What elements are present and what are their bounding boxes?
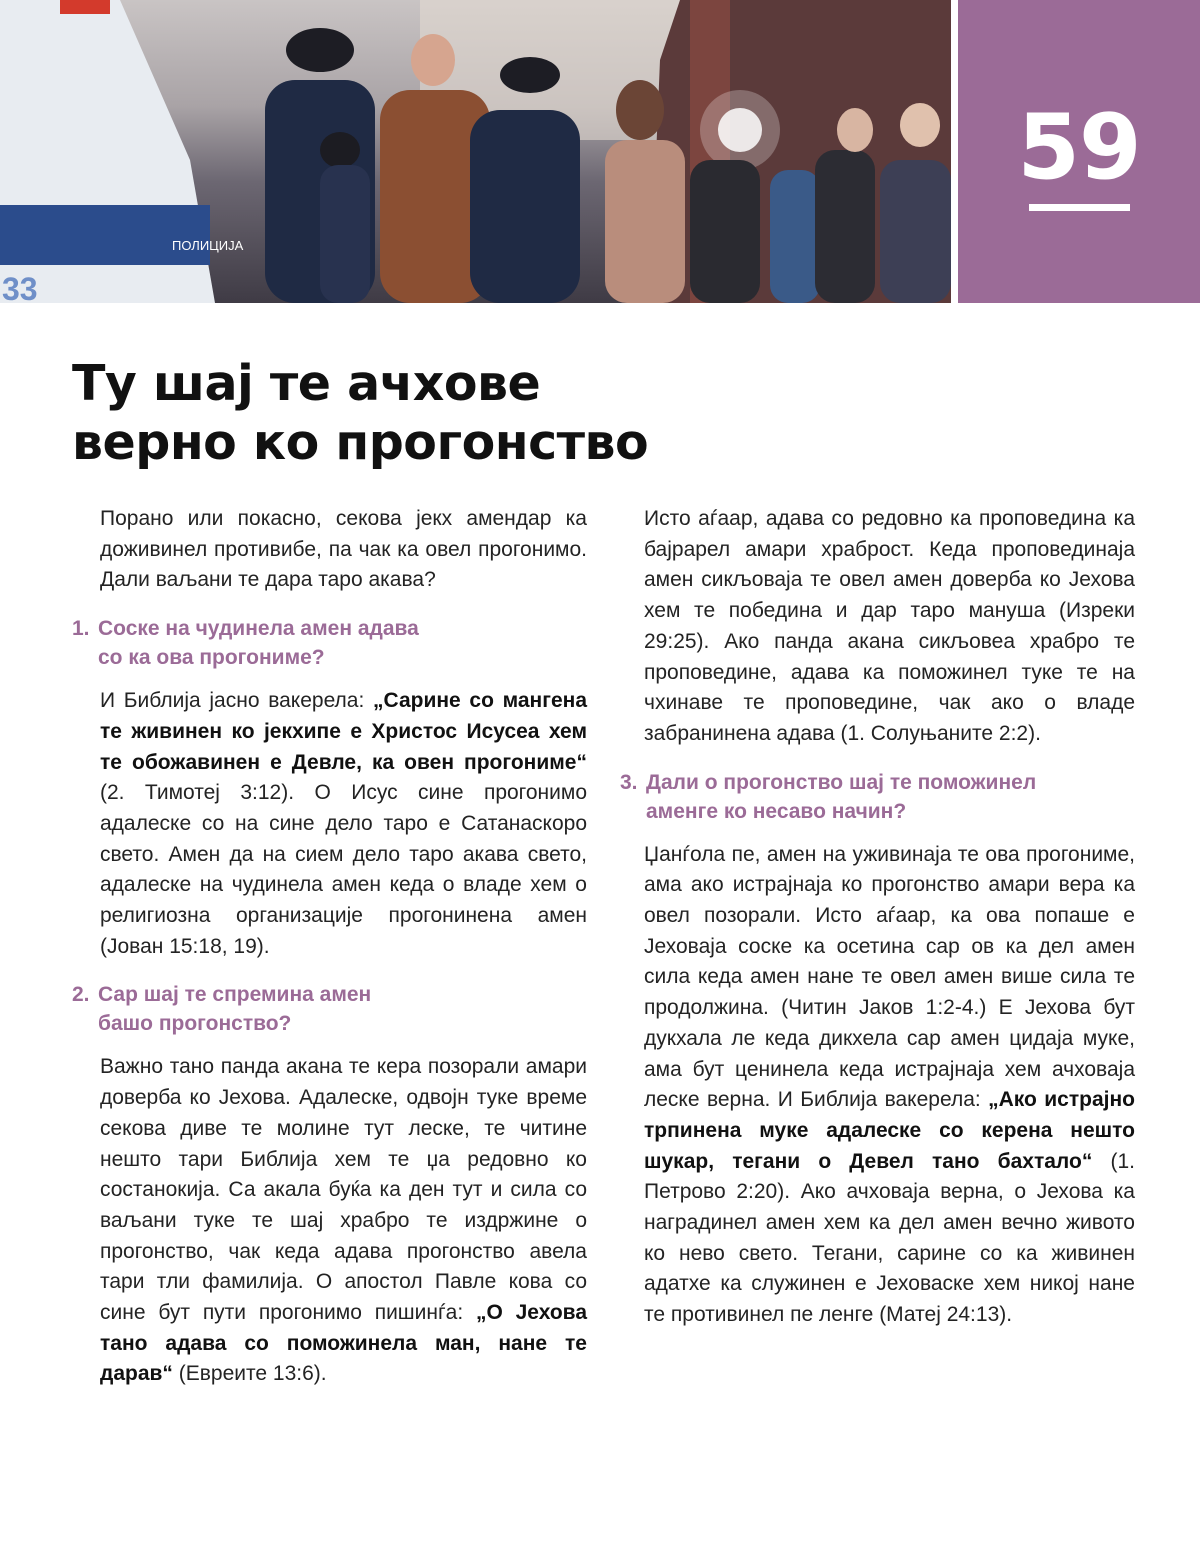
- section-2-heading-line1: Сар шај те спремина амен: [98, 983, 372, 1007]
- van-number: 33: [2, 271, 38, 303]
- page-title: [72, 354, 648, 472]
- page-title-line2: верно ко прогонство: [72, 414, 649, 471]
- section-1-heading-line2: со ка ова прогониме?: [98, 646, 325, 670]
- section-1-heading: [72, 614, 587, 672]
- section-3-number: 3.: [620, 770, 638, 794]
- section-2-text-end: (Евреите 13:6).: [172, 1362, 327, 1386]
- section-1-text-end: (2. Тимотеј 3:12). О Исус сине прогонимо адалеске со на сине дело таро е Сатанаскоро свето. Амен да на сием дело таро акава свето, адалеске на чудинела амен кеда о владе хем о религиозна организације прогонинена амен (Јован 15:18, 19).: [100, 781, 587, 958]
- section-3-paragraph: [620, 840, 1135, 1331]
- section-3-heading-line1: Дали о прогонство шај те поможинел: [646, 770, 1037, 794]
- intro-paragraph: Порано или покасно, секова јекх амендар ка доживинел противибе, па чак ка овел прогонимо. Дали ваљани те дара таро акава?: [100, 507, 587, 592]
- section-2-heading-line2: башо прогонство?: [98, 1012, 292, 1036]
- right-column: [620, 504, 1135, 1349]
- section-2-number: 2.: [72, 983, 90, 1007]
- section-3-quote: „Ако истрајно трпинена муке адалеске со керена нешто шукар, тегани о Девел тано бахтало“: [644, 1088, 1135, 1173]
- photo-scene: [0, 0, 951, 303]
- section-2-paragraph: [72, 1052, 587, 1390]
- left-column: [72, 504, 587, 1408]
- lesson-number: 59: [1017, 95, 1141, 200]
- section-1-text-start: И Библија јасно вакерела:: [100, 689, 374, 713]
- lesson-number-underline: [1029, 204, 1130, 211]
- lesson-number-box: [958, 0, 1200, 303]
- header-photo: [0, 0, 951, 303]
- section-1-heading-line1: Соске на чудинела амен адава: [98, 617, 419, 641]
- section-3-text-end: (1. Петрово 2:20). Ако ачховаја верна, о Јехова ка наградинел амен хем ка дел амен вечно живото ко нево свето. Тегани, сарине со ка живинен адатхе ка служинен е Јеховаске хем никој нане те противинел пе ленге (Матеј 24:13).: [644, 1149, 1135, 1327]
- section-3-heading: [620, 768, 1135, 826]
- section-1-paragraph: [72, 686, 587, 962]
- section-2-heading: [72, 980, 587, 1038]
- section-1-quote: „Сарине со мангена те живинен ко јекхипе е Христос Исусеа хем те обожавинен е Девле, ка овен прогониме“: [100, 689, 588, 774]
- van-label: ПОЛИЦИЈА: [172, 238, 244, 253]
- section-3-text-start: Џанѓола пе, амен на уживинаја те ова прогониме, ама ако истрајнаја ко прогонство амари вера ка овел позорали. Исто аѓаар, ка ова попаше е Јеховаја соске ка осетина сар ов ка дел амен сила кеда амен нане те овел амен више сила те продолжина. (Читин Јаков 1:2-4.) Е Јехова бут дукхала ле кеда дикхела сар амен цидаја муке, ама бут ценинела кеда истрајнаја хем ачховаја леске верна. И Библија вакерела:: [644, 842, 1135, 1112]
- page-title-line1: Ту шај те ачхове: [72, 355, 541, 412]
- section-2-text-start: Важно тано панда акана те кера позорали амари доверба ко Јехова. Адалеске, одвојн туке време секова диве те молине тут леске, те читине нешто тари Библија хем те џа редовно ко состанокија. Са акала буќа ка ден тут и сила со ваљани туке те шај храбро те издржине о прогонство, чак кеда адава прогонство авела тари тли фамилија. О апостол Павле кова со сине бут пути прогонимо пишинѓа:: [100, 1055, 587, 1325]
- section-2-continuation: Исто аѓаар, адава со редовно ка проповедина ка бајрарел амари храброст. Кеда проповединаја амен сикљоваја те овел амен доверба ко Јехова хем те победина и дар таро мануша (Изреки 29:25). Ако панда акана сикљовеа храбро те проповедине, адава ка поможинел туке те на чхинаве те проповедине, чак ако о владе забранинена адава (1. Солуњаните 2:2).: [644, 507, 1135, 745]
- section-2-quote: „О Јехова тано адава со поможинела ман, нане те дарав“: [100, 1301, 587, 1386]
- section-1-number: 1.: [72, 617, 90, 641]
- section-3-heading-line2: аменге ко несаво начин?: [646, 799, 907, 823]
